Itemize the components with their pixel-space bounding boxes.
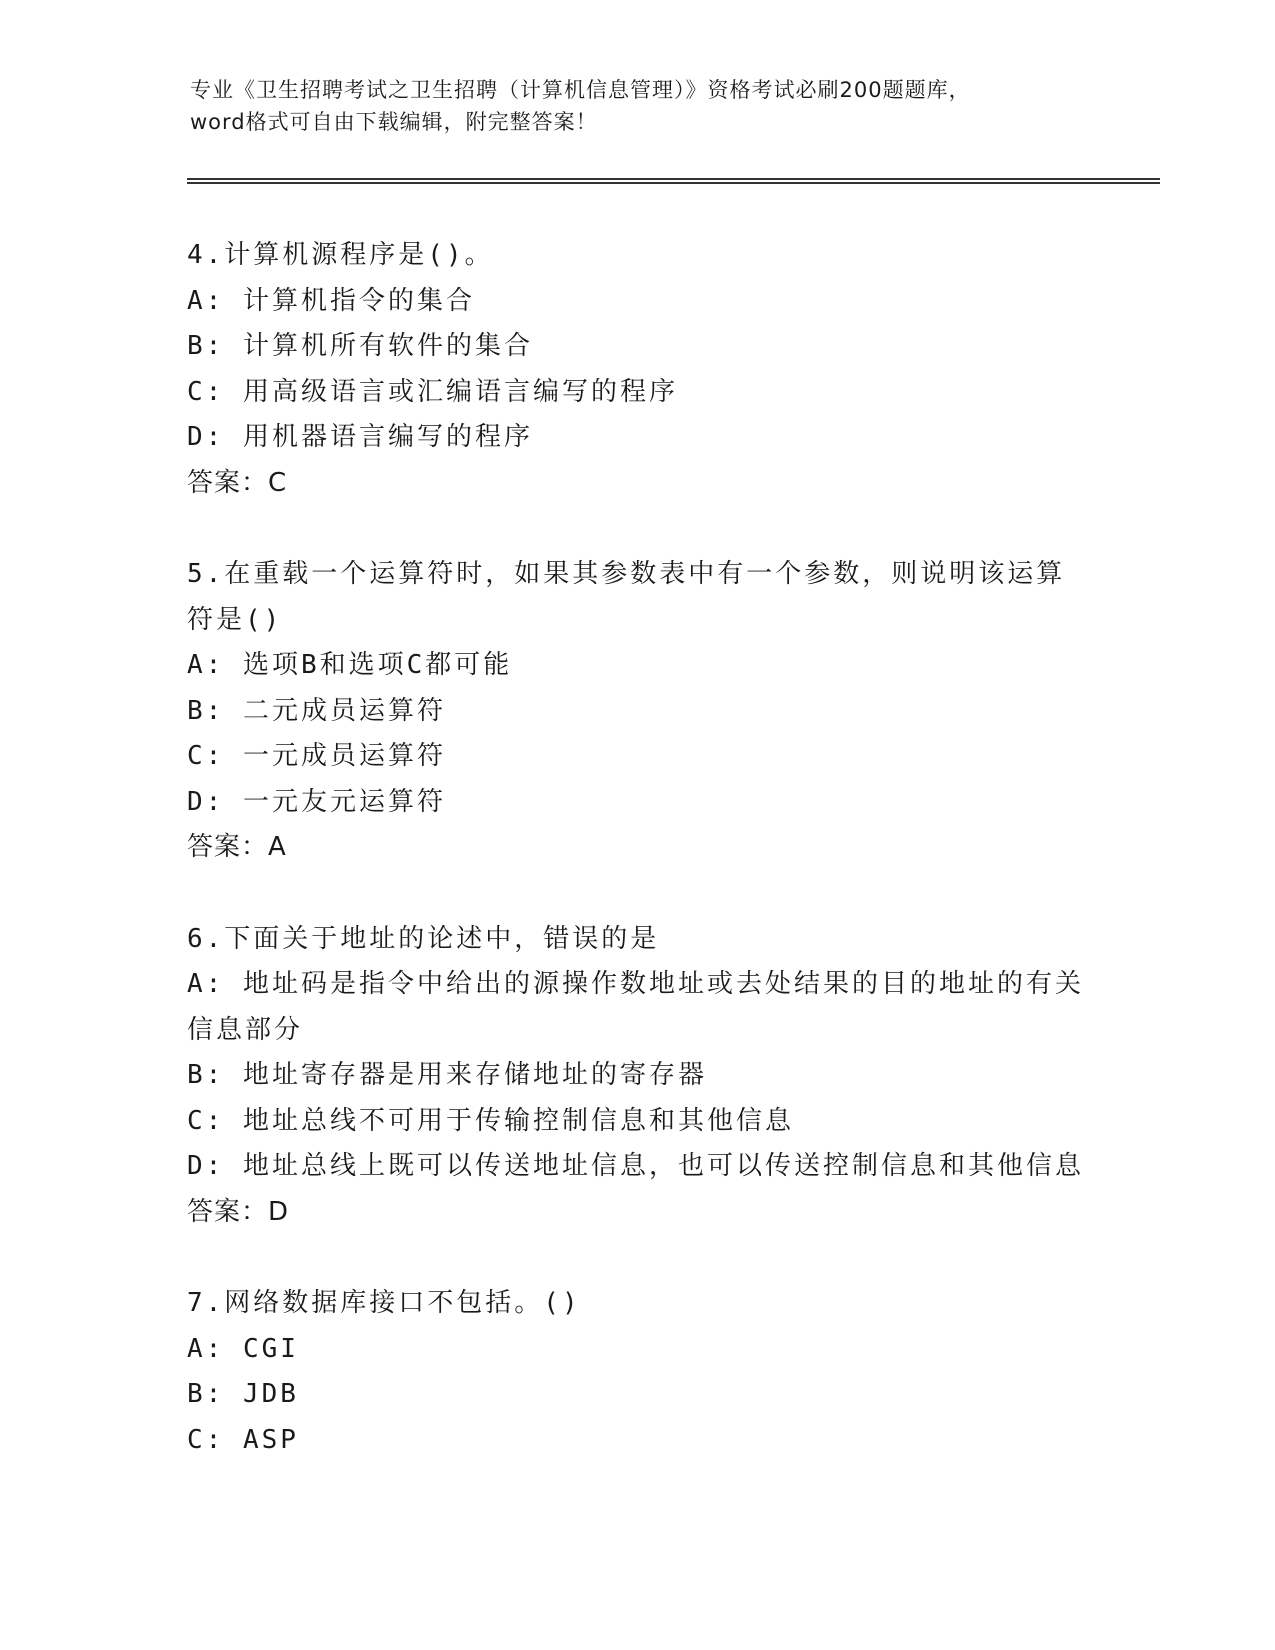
option-b: B: 二元成员运算符 — [187, 695, 446, 726]
option-a: A: 地址码是指令中给出的源操作数地址或去处结果的目的地址的有关 — [187, 969, 1084, 999]
answer-line: 答案：D — [187, 1196, 290, 1227]
option-b: B: JDB — [187, 1379, 299, 1409]
question-list — [187, 233, 1087, 1509]
header-line-2: word格式可自由下载编辑，附完整答案！ — [190, 110, 598, 134]
option-c: C: 用高级语言或汇编语言编写的程序 — [187, 376, 678, 407]
answer-line: 答案：A — [187, 832, 287, 862]
option-d: D: 地址总线上既可以传送地址信息，也可以传送控制信息和其他信息 — [187, 1151, 1084, 1181]
option-a: A: CGI — [187, 1333, 299, 1364]
header-line-1: 专业《卫生招聘考试之卫生招聘（计算机信息管理）》资格考试必刷200题题库， — [190, 78, 971, 102]
question-5 — [187, 552, 1087, 871]
option-a: A: 计算机指令的集合 — [187, 285, 475, 316]
option-a: A: 选项B和选项C都可能 — [187, 650, 513, 680]
question-stem: 5.在重载一个运算符时，如果其参数表中有一个参数，则说明该运算 — [187, 559, 1066, 589]
question-6 — [187, 917, 1087, 1236]
option-c: C: 地址总线不可用于传输控制信息和其他信息 — [187, 1105, 794, 1136]
option-d: D: 一元友元运算符 — [187, 786, 446, 817]
question-stem: 6.下面关于地址的论述中，错误的是 — [187, 923, 660, 954]
question-7 — [187, 1281, 1087, 1463]
document-header — [190, 74, 1110, 138]
option-d: D: 用机器语言编写的程序 — [187, 422, 533, 452]
option-b: B: 地址寄存器是用来存储地址的寄存器 — [187, 1060, 707, 1090]
question-stem: 4.计算机源程序是()。 — [187, 240, 494, 270]
header-divider — [187, 178, 1160, 184]
option-c: C: ASP — [187, 1424, 299, 1455]
answer-line: 答案：C — [187, 467, 288, 498]
question-stem: 7.网络数据库接口不包括。() — [187, 1288, 581, 1318]
question-stem-continued: 符是() — [187, 604, 283, 635]
option-c: C: 一元成员运算符 — [187, 741, 446, 771]
option-b: B: 计算机所有软件的集合 — [187, 331, 533, 361]
option-a-continued: 信息部分 — [187, 1014, 304, 1045]
question-4 — [187, 233, 1087, 506]
